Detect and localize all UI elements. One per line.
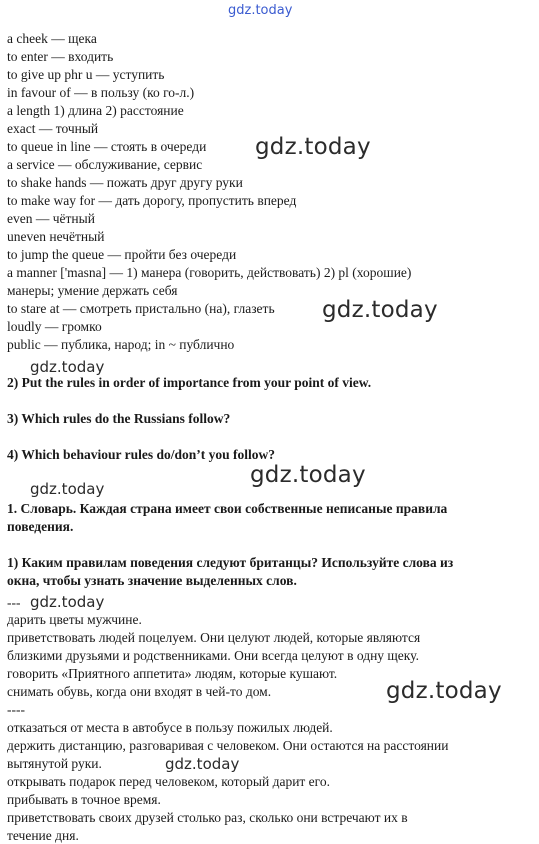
- translation-question-cont: окна, чтобы узнать значение выделенных слов.: [7, 573, 297, 588]
- vocab-item: a length 1) длина 2) расстояние: [7, 103, 184, 118]
- vocab-item: uneven нечётный: [7, 229, 105, 244]
- vocab-item: to jump the queue — пройти без очереди: [7, 247, 237, 262]
- vocab-item: манеры; умение держать себя: [7, 283, 178, 298]
- watermark: gdz.today: [322, 297, 438, 323]
- watermark: gdz.today: [30, 480, 105, 498]
- rule-line: близкими друзьями и родственниками. Они всегда целуют в одну щеку.: [7, 648, 419, 663]
- watermark: gdz.today: [386, 678, 502, 704]
- question-2: 2) Put the rules in order of importance from your point of view.: [7, 375, 372, 390]
- question-3: 3) Which rules do the Russians follow?: [7, 411, 231, 426]
- translation-heading-cont: поведения.: [7, 519, 74, 534]
- rule-line: дарить цветы мужчине.: [7, 612, 142, 627]
- watermark: gdz.today: [165, 755, 240, 773]
- vocab-item: to make way for — дать дорогу, пропустить вперед: [7, 193, 297, 208]
- rule-line: держить дистанцию, разговаривая с человеком. Они остаются на расстоянии: [7, 738, 449, 753]
- rule-line: течение дня.: [7, 828, 79, 843]
- rule-line: отказаться от места в автобусе в пользу пожилых людей.: [7, 720, 333, 735]
- vocab-item: even — чётный: [7, 211, 95, 226]
- watermark-top: gdz.today: [228, 3, 293, 18]
- separator: ---: [7, 595, 21, 610]
- rule-line: вытянутой руки.: [7, 756, 102, 771]
- vocab-item: to stare at — смотреть пристально (на), глазеть: [7, 301, 275, 316]
- vocab-item: loudly — громко: [7, 319, 102, 334]
- vocab-item: in favour of — в пользу (ко го-л.): [7, 85, 195, 100]
- vocab-item: a cheek — щека: [7, 31, 97, 46]
- translation-question: 1) Каким правилам поведения следуют британцы? Используйте слова из: [7, 555, 454, 570]
- vocab-item: to shake hands — пожать друг другу руки: [7, 175, 243, 190]
- watermark: gdz.today: [250, 462, 366, 488]
- rule-line: открывать подарок перед человеком, который дарит его.: [7, 774, 331, 789]
- vocab-item: to queue in line — стоять в очереди: [7, 139, 207, 154]
- separator: ----: [7, 702, 25, 717]
- watermark: gdz.today: [255, 134, 371, 160]
- rule-line: приветствовать своих друзей столько раз, сколько они встречают их в: [7, 810, 408, 825]
- rule-line: говорить «Приятного аппетита» людям, которые кушают.: [7, 666, 338, 681]
- watermark: gdz.today: [30, 593, 105, 611]
- rule-line: приветствовать людей поцелуем. Они целуют людей, которые являются: [7, 630, 421, 645]
- rule-line: снимать обувь, когда они входят в чей-то дом.: [7, 684, 272, 699]
- translation-heading: 1. Словарь. Каждая страна имеет свои собственные неписаные правила: [7, 501, 448, 516]
- watermark: gdz.today: [30, 358, 105, 376]
- vocab-item: to give up phr u — уступить: [7, 67, 165, 82]
- vocab-item: to enter — входить: [7, 49, 114, 64]
- vocab-item: a manner ['masna] — 1) манера (говорить, действовать) 2) pl (хорошие): [7, 265, 412, 280]
- rule-line: прибывать в точное время.: [7, 792, 161, 807]
- vocab-item: exact — точный: [7, 121, 99, 136]
- vocab-item: a service — обслуживание, сервис: [7, 157, 203, 172]
- question-4: 4) Which behaviour rules do/don’t you follow?: [7, 447, 276, 462]
- vocab-item: public — публика, народ; in ~ публично: [7, 337, 235, 352]
